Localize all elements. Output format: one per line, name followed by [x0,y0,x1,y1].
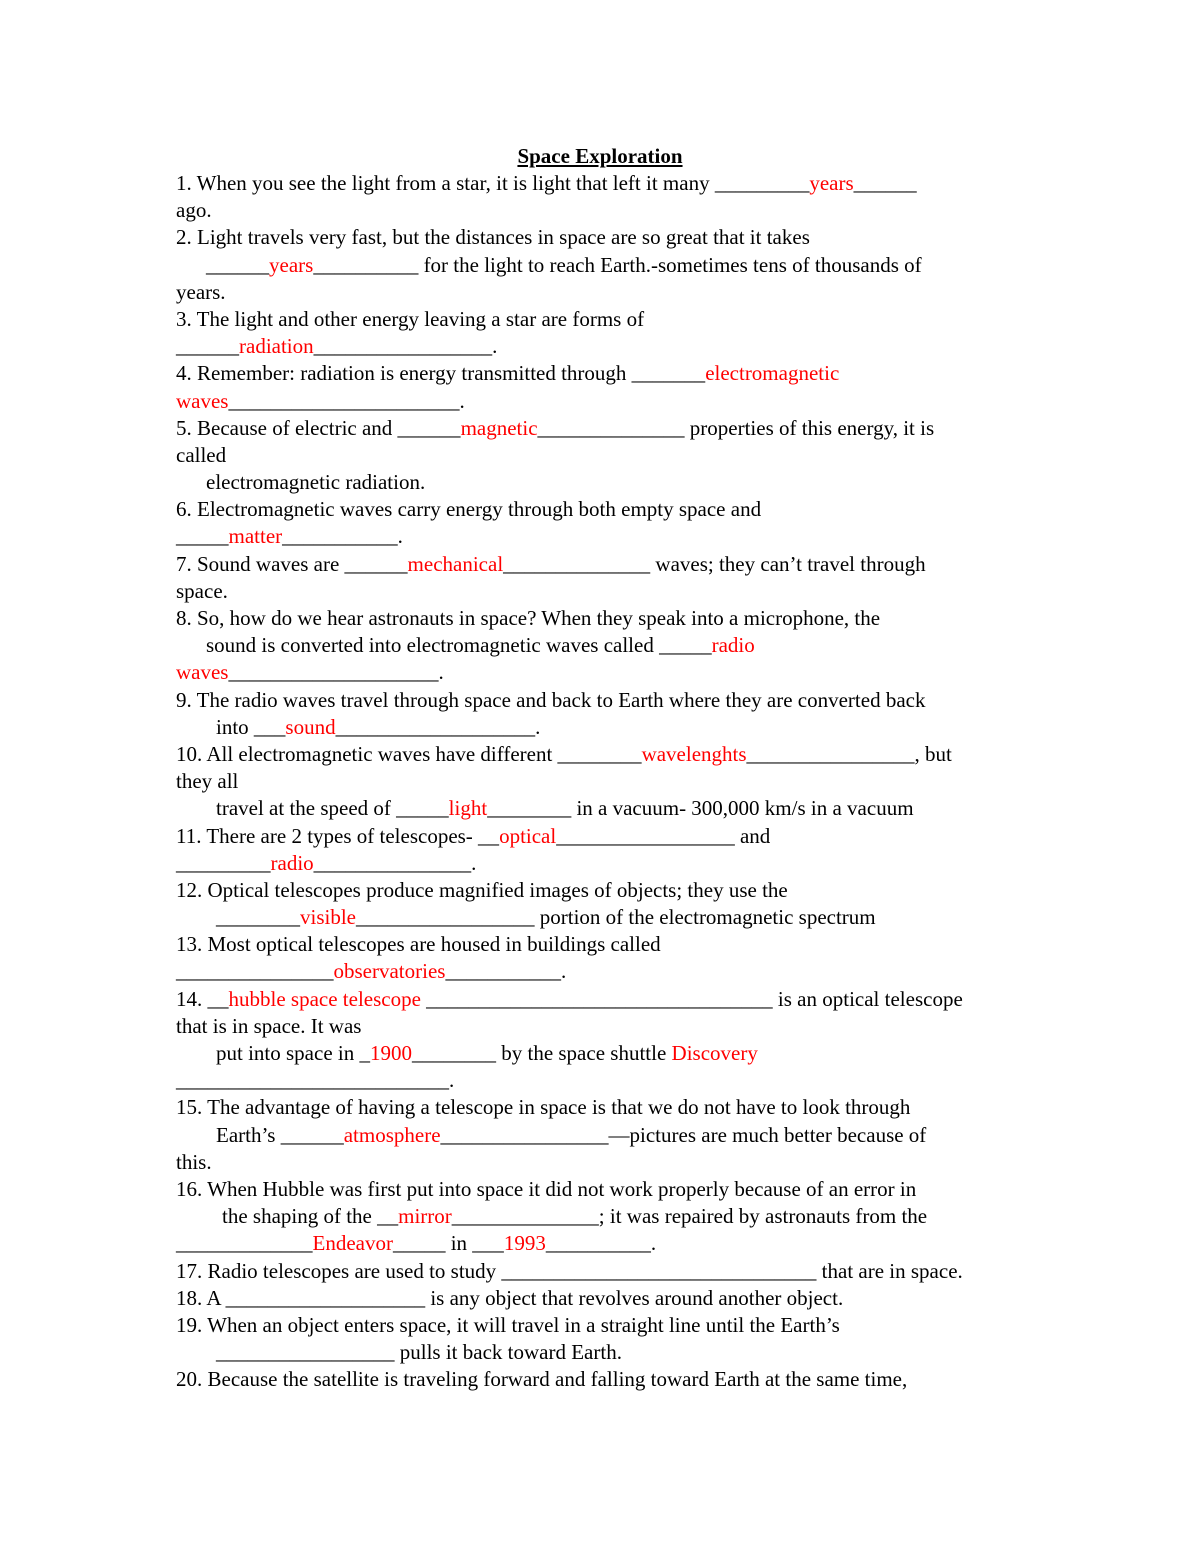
question-text: 3. The light and other energy leaving a star are forms of [176,306,645,331]
worksheet-line [176,224,1036,251]
question-text: Earth’s ______ [216,1122,344,1147]
page-title: Space Exploration [517,144,683,168]
question-text: ______________; it was repaired by astronauts from the [451,1204,928,1229]
answer-text: wavelenghts [641,741,747,766]
answer-text: radiation [239,334,314,359]
question-text: 20. Because the satellite is traveling forward and falling toward Earth at the same time, [176,1367,908,1392]
question-text: 14. __ [176,986,229,1011]
worksheet-line [176,823,1036,850]
worksheet-line [176,551,1036,578]
question-text: ____________________. [228,660,444,685]
worksheet-line [176,986,1036,1013]
question-text: _______________ [176,959,334,984]
worksheet-line [176,1176,1036,1203]
answer-text: years [269,252,314,277]
question-text: ________ in a vacuum- 300,000 km/s in a vacuum [487,796,914,821]
worksheet-line [176,1258,1036,1285]
answer-text: waves [176,660,229,685]
worksheet-line [176,850,1036,877]
question-text: put into space in _ [216,1041,370,1065]
worksheet-line [176,306,1036,333]
worksheet-line [176,714,1036,741]
question-text: into ___ [216,714,286,739]
question-text: 6. Electromagnetic waves carry energy through both empty space and [176,497,762,522]
question-text: ________ [216,905,300,930]
question-text: ago. [176,198,212,223]
question-text: travel at the speed of _____ [216,796,449,821]
worksheet-line [176,741,1036,768]
worksheet-line [176,388,1036,415]
worksheet-line [176,1230,1036,1257]
answer-text: matter [228,524,283,549]
question-text: ___________________. [335,714,541,739]
answer-text: 1993 [503,1231,546,1256]
answer-text: mirror [398,1204,452,1229]
question-text: _________________________________ is an optical telescope [420,986,963,1011]
worksheet-line [176,958,1036,985]
question-text: 13. Most optical telescopes are housed in buildings called [176,932,661,957]
worksheet-line [176,469,1036,496]
answer-text: atmosphere [343,1122,441,1147]
answer-text: optical [499,823,557,848]
worksheet-line [176,1149,1036,1176]
question-text: called [176,442,227,467]
question-text: 18. A ___________________ is any object that revolves around another object. [176,1285,844,1310]
answer-text: Endeavor [312,1231,393,1256]
worksheet-line [176,523,1036,550]
question-text: this. [176,1149,212,1174]
worksheet-line [176,578,1036,605]
question-text: __________________________. [176,1068,455,1093]
question-text: electromagnetic radiation. [206,470,426,495]
question-text: 8. So, how do we hear astronauts in space? When they speak into a microphone, the [176,606,881,630]
worksheet-line [176,1013,1036,1040]
question-text: _____ [176,524,229,549]
question-text: _________________ pulls it back toward Earth. [216,1340,622,1365]
question-text: 11. There are 2 types of telescopes- __ [176,823,500,848]
worksheet-line [176,904,1036,931]
question-text: ______________________. [228,388,465,413]
answer-text: waves [176,388,229,413]
worksheet-line [176,1339,1036,1366]
answer-text: visible [300,905,356,930]
question-text: 19. When an object enters space, it will travel in a straight line until the Earth’s [176,1312,840,1337]
worksheet-line [176,931,1036,958]
question-text: 12. Optical telescopes produce magnified images of objects; they use the [176,877,788,902]
question-text: _________________. [313,334,498,359]
question-text: ______ [853,171,917,195]
worksheet-line [176,197,1036,224]
worksheet-line [176,1312,1036,1339]
question-text: _________ [176,850,271,875]
question-text: ________ by the space shuttle [411,1041,672,1065]
answer-text: magnetic [460,415,538,440]
question-text: 9. The radio waves travel through space and back to Earth where they are converted back [176,687,926,712]
worksheet-line [176,333,1036,360]
worksheet-line [176,1122,1036,1149]
worksheet-line [176,415,1036,442]
question-text: ______ [176,334,239,359]
answer-text: light [448,796,488,821]
question-text: ______ [206,252,269,277]
question-text: 7. Sound waves are ______ [176,551,408,576]
question-text: 17. Radio telescopes are used to study ______________________________ that are in space. [176,1258,963,1283]
worksheet-line [176,768,1036,795]
answer-text: 1900 [369,1041,412,1065]
question-text: space. [176,578,228,603]
answer-text: years [809,171,854,195]
answer-text: Discovery [671,1041,758,1065]
question-text: _____________ [176,1231,313,1256]
question-text: 5. Because of electric and ______ [176,415,461,440]
worksheet-line [176,279,1036,306]
question-text: sound is converted into electromagnetic waves called _____ [206,633,712,658]
question-text: _____ in ___ [392,1231,504,1256]
answer-text: mechanical [407,551,504,576]
worksheet-line [176,1040,1036,1067]
worksheet-body [176,170,1036,1393]
answer-text: electromagnetic [705,361,840,386]
question-text: they all [176,769,239,794]
worksheet-line [176,1067,1036,1094]
question-text: the shaping of the __ [222,1204,399,1229]
question-text: _________________ and [556,823,771,848]
question-text: ___________. [445,959,567,984]
question-text: ___________. [282,524,403,549]
answer-text: observatories [333,959,446,984]
answer-text: radio [711,633,755,658]
worksheet-line [176,360,1036,387]
question-text: _______________. [313,850,477,875]
answer-text: sound [285,714,336,739]
question-text: ________________—pictures are much better because of [440,1122,927,1147]
worksheet-line [176,252,1036,279]
question-text: 16. When Hubble was first put into space it did not work properly because of an error in [176,1176,917,1201]
question-text: years. [176,279,226,304]
worksheet-line [176,877,1036,904]
worksheet-line [176,496,1036,523]
worksheet-line [176,170,1036,197]
worksheet-line [176,1203,1036,1230]
question-text: ______________ waves; they can’t travel through [503,551,926,576]
worksheet-line [176,687,1036,714]
worksheet-line [176,1285,1036,1312]
question-text: 2. Light travels very fast, but the distances in space are so great that it takes [176,225,810,250]
question-text: 1. When you see the light from a star, it is light that left it many _________ [176,171,810,195]
question-text: ______________ properties of this energy, it is [537,415,935,440]
answer-text: hubble space telescope [228,986,421,1011]
question-text: 15. The advantage of having a telescope in space is that we do not have to look through [176,1095,911,1120]
answer-text: radio [270,850,314,875]
question-text: __________. [545,1231,657,1256]
question-text: __________ for the light to reach Earth.-sometimes tens of thousands of [313,252,922,277]
worksheet-line [176,605,1036,632]
worksheet-line [176,659,1036,686]
question-text: 10. All electromagnetic waves have different ________ [176,741,642,766]
worksheet-line [176,1366,1036,1393]
worksheet-line [176,442,1036,469]
question-text: 4. Remember: radiation is energy transmitted through _______ [176,361,706,386]
worksheet-line [176,632,1036,659]
question-text: _________________ portion of the electromagnetic spectrum [356,905,876,930]
worksheet-line [176,1094,1036,1121]
question-text: ________________, but [746,741,952,766]
worksheet-line [176,795,1036,822]
question-text: that is in space. It was [176,1013,362,1038]
